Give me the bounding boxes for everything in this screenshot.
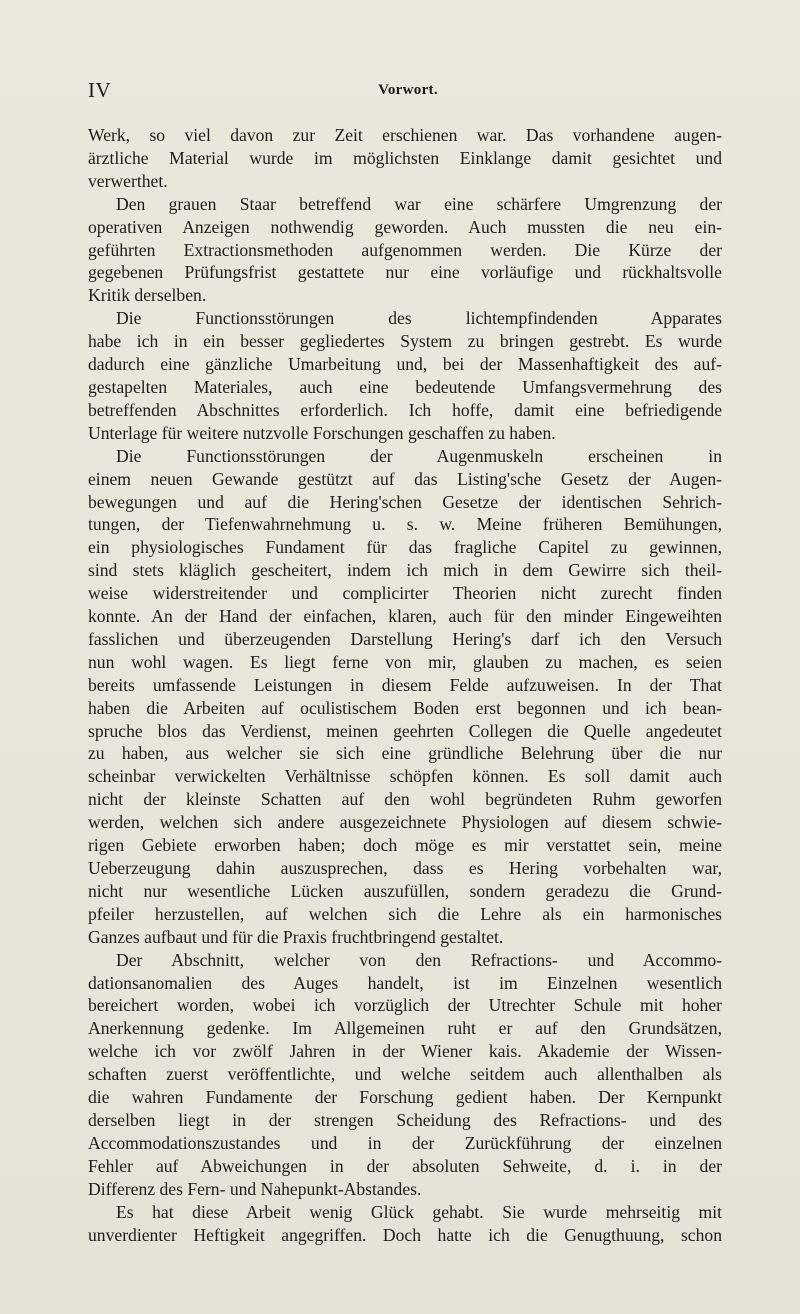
text-line: konnte. An der Hand der einfachen, klaren, auch für den minder Eingeweihten [88,606,722,627]
text-line: scheinbar verwickelten Verhältnisse schöpfen können. Es soll damit auch [88,766,722,787]
text-line: Accommodationszustandes und in der Zurückführung der einzelnen [88,1132,722,1153]
text-line: Die Functionsstörungen der Augenmuskeln erscheinen in [116,445,722,466]
text-line: verwerthet. [88,170,168,191]
text-line: weise widerstreitender und complicirter Theorien nicht zurecht finden [88,583,722,604]
page-number: IV [88,78,112,102]
text-line: Werk, so viel davon zur Zeit erschienen war. Das vorhandene augen- [88,125,722,145]
text-line: welche ich vor zwölf Jahren in der Wiener kais. Akademie der Wissen- [88,1041,722,1062]
text-line: Die Functionsstörungen des lichtempfindenden Apparates [116,308,722,329]
text-line: sind stets kläglich gescheitert, indem ich mich in dem Gewirre sich theil- [88,560,722,581]
text-line: Fehler auf Abweichungen in der absoluten Sehweite, d. i. in der [88,1155,722,1176]
paragraph [88,307,722,444]
text-line: Anerkennung gedenke. Im Allgemeinen ruht er auf den Grundsätzen, [88,1018,722,1039]
text-line: Ueberzeugung dahin auszusprechen, dass es Hering vorbehalten war, [88,858,722,878]
paragraph [88,124,722,193]
text-line: bewegungen und auf die Hering'schen Gesetze der identischen Sehrich- [88,491,722,512]
text-line: schaften zuerst veröffentlichte, und welche seitdem auch allenthalben als [88,1064,722,1085]
text-line: ärztliche Material wurde im möglichsten Einklange damit gesichtet und [88,147,722,168]
text-line: operativen Anzeigen nothwendig geworden. Auch mussten die neu ein- [88,216,722,237]
text-line: nicht der kleinste Schatten auf den wohl begründeten Ruhm geworfen [88,789,722,810]
text-line: Den grauen Staar betreffend war eine schärfere Umgrenzung der [116,193,722,214]
text-line: dadurch eine gänzliche Umarbeitung und, bei der Massenhaftigkeit des auf- [88,354,722,375]
text-line: Differenz des Fern- und Nahepunkt-Abstandes. [88,1178,422,1199]
text-line: ein physiologisches Fundament für das fragliche Capitel zu gewinnen, [88,537,722,558]
text-line: einem neuen Gewande gestützt auf das Listing'sche Gesetz der Augen- [88,468,722,489]
body-text [88,124,722,1246]
text-line: betreffenden Abschnittes erforderlich. Ich hoffe, damit eine befriedigende [88,399,722,420]
text-line: bereichert worden, wobei ich vorzüglich der Utrechter Schule mit hoher [88,995,722,1016]
text-line: geführten Extractionsmethoden aufgenommen werden. Die Kürze der [88,239,722,260]
text-line: derselben liegt in der strengen Scheidung des Refractions- und des [88,1109,722,1130]
running-head: Vorwort. [378,82,438,98]
text-line: fasslichen und überzeugenden Darstellung Hering's darf ich den Versuch [88,628,722,649]
paragraph [88,949,722,1201]
text-line: Der Abschnitt, welcher von den Refractions- und Accommo- [116,949,722,970]
text-line: werden, welchen sich andere ausgezeichnete Physiologen auf diesem schwie- [88,812,722,833]
text-line: rigen Gebiete erworben haben; doch möge es mir verstattet sein, meine [88,835,722,856]
text-line: bereits umfassende Leistungen in diesem Felde aufzuweisen. In der That [88,674,722,695]
text-line: tungen, der Tiefenwahrnehmung u. s. w. Meine früheren Bemühungen, [88,514,722,535]
text-line: nicht nur wesentliche Lücken auszufüllen, sondern geradezu die Grund- [88,880,722,901]
text-line: dationsanomalien des Auges handelt, ist im Einzelnen wesentlich [88,972,722,993]
paragraph [88,445,722,949]
text-line: gegebenen Prüfungsfrist gestattete nur eine vorläufige und rückhaltsvolle [88,262,722,283]
text-line: Kritik derselben. [88,285,207,306]
paragraph [88,1201,722,1247]
text-line: Es hat diese Arbeit wenig Glück gehabt. Sie wurde mehrseitig mit [116,1201,722,1222]
text-line: haben die Arbeiten auf oculistischem Boden erst begonnen und ich bean- [88,697,722,718]
text-line: zu haben, aus welcher sie sich eine gründliche Belehrung über die nur [88,743,722,764]
text-line: spruche blos das Verdienst, meinen geehrten Collegen die Quelle angedeutet [88,720,722,741]
paragraph [88,193,722,308]
text-line: habe ich in ein besser gegliedertes System zu bringen gestrebt. Es wurde [88,331,722,352]
text-line: pfeiler herzustellen, auf welchen sich die Lehre als ein harmonisches [88,903,722,924]
text-line: gestapelten Materiales, auch eine bedeutende Umfangsvermehrung des [88,376,722,397]
text-line: die wahren Fundamente der Forschung gedient haben. Der Kernpunkt [88,1087,722,1108]
text-line: Unterlage für weitere nutzvolle Forschungen geschaffen zu haben. [88,422,556,443]
text-line: Ganzes aufbaut und für die Praxis fruchtbringend gestaltet. [88,926,504,947]
page-header [88,78,728,108]
text-line: unverdienter Heftigkeit angegriffen. Doch hatte ich die Genugthuung, schon [88,1224,722,1245]
text-line: nun wohl wagen. Es liegt ferne von mir, glauben zu machen, es seien [88,651,722,672]
